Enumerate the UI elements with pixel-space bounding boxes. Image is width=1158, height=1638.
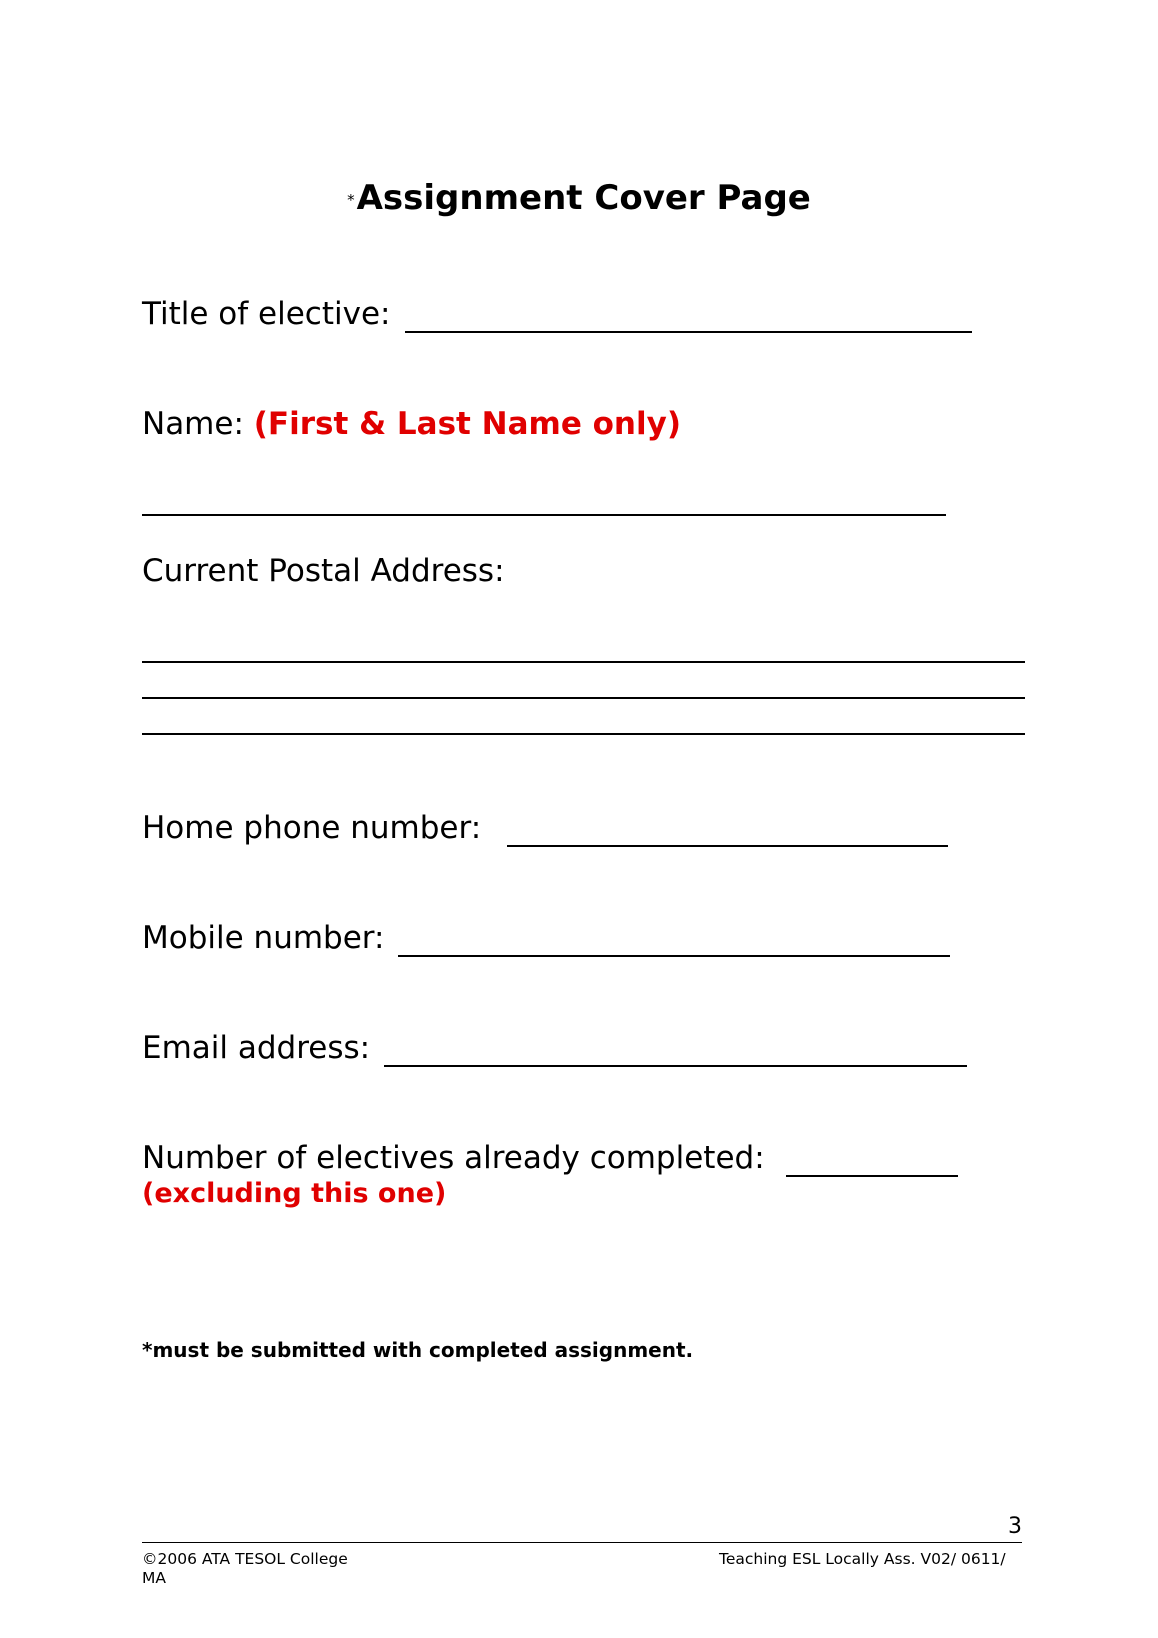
name-label bbox=[142, 406, 681, 442]
home-phone-label: Home phone number: bbox=[142, 810, 482, 846]
mobile-field[interactable] bbox=[398, 955, 950, 957]
electives-completed-hint: (excluding this one) bbox=[142, 1178, 447, 1209]
footer-copyright-line2: MA bbox=[142, 1569, 166, 1587]
elective-title-label: Title of elective: bbox=[142, 296, 391, 332]
name-label-text: Name: bbox=[142, 406, 244, 442]
name-hint: (First & Last Name only) bbox=[253, 406, 681, 442]
footer-copyright: ©2006 ATA TESOL College bbox=[142, 1550, 348, 1568]
address-field-line-1[interactable] bbox=[142, 661, 1025, 663]
page-number: 3 bbox=[1008, 1514, 1022, 1539]
footer-document-code: Teaching ESL Locally Ass. V02/ 0611/ bbox=[719, 1550, 1006, 1568]
name-field[interactable] bbox=[142, 514, 946, 516]
mobile-label: Mobile number: bbox=[142, 920, 385, 956]
electives-completed-field[interactable] bbox=[786, 1175, 958, 1177]
email-label: Email address: bbox=[142, 1030, 371, 1066]
electives-completed-label: Number of electives already completed: bbox=[142, 1140, 765, 1176]
address-field-line-3[interactable] bbox=[142, 733, 1025, 735]
title-asterisk: * bbox=[347, 191, 355, 209]
elective-title-field[interactable] bbox=[405, 331, 972, 333]
address-field-line-2[interactable] bbox=[142, 697, 1025, 699]
address-label: Current Postal Address: bbox=[142, 553, 505, 589]
page-title bbox=[0, 178, 1158, 218]
title-text: Assignment Cover Page bbox=[356, 178, 811, 218]
email-field[interactable] bbox=[384, 1065, 967, 1067]
home-phone-field[interactable] bbox=[507, 845, 948, 847]
footer-divider bbox=[142, 1542, 1022, 1543]
submission-note: *must be submitted with completed assignment. bbox=[142, 1338, 694, 1362]
